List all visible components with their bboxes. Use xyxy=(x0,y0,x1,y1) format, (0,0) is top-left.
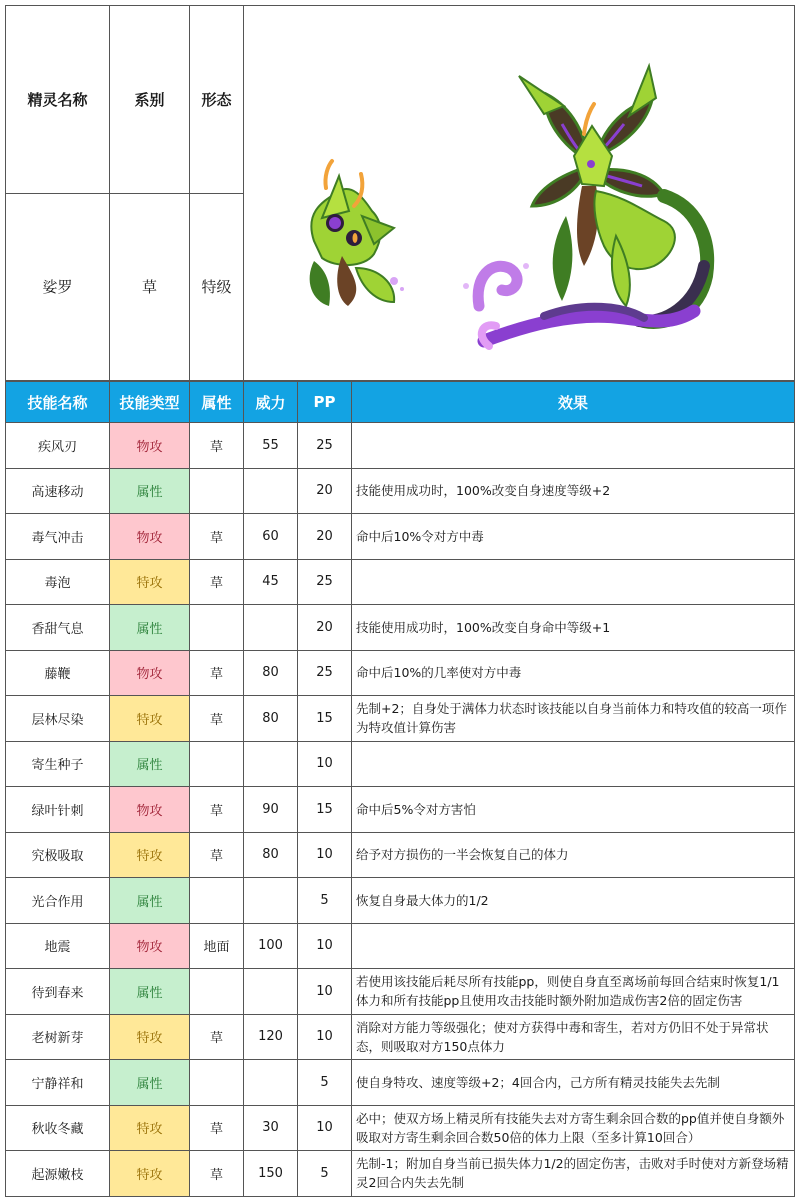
spirit-artwork xyxy=(244,6,795,381)
skill-type-badge: 属性 xyxy=(110,969,190,1015)
skill-effect: 恢复自身最大体力的1/2 xyxy=(352,878,795,924)
skill-element: 草 xyxy=(190,1151,244,1197)
skill-effect: 消除对方能力等级强化；使对方获得中毒和寄生，若对方仍旧不处于异常状态，则吸取对方150点体力 xyxy=(352,1014,795,1060)
header-spirit-name: 精灵名称 xyxy=(6,6,110,194)
skill-row xyxy=(6,1151,795,1197)
col-element: 属性 xyxy=(190,382,244,423)
skill-element xyxy=(190,468,244,514)
skill-type-badge: 物攻 xyxy=(110,423,190,469)
skill-pp: 10 xyxy=(298,923,352,969)
skill-row xyxy=(6,787,795,833)
skill-pp: 20 xyxy=(298,514,352,560)
skill-power: 45 xyxy=(244,559,298,605)
skill-element xyxy=(190,741,244,787)
skill-name: 高速移动 xyxy=(6,468,110,514)
skill-effect: 若使用该技能后耗尽所有技能pp，则使自身直至离场前每回合结束时恢复1/1体力和所有技能pp且使用攻击技能时额外附加造成伤害2倍的固定伤害 xyxy=(352,969,795,1015)
skill-row xyxy=(6,923,795,969)
skill-element xyxy=(190,1060,244,1106)
skill-power: 80 xyxy=(244,832,298,878)
skill-effect: 命中后10%令对方中毒 xyxy=(352,514,795,560)
skill-row xyxy=(6,969,795,1015)
skills-table xyxy=(5,381,795,1197)
skill-name: 绿叶针刺 xyxy=(6,787,110,833)
skill-pp: 25 xyxy=(298,559,352,605)
skill-power: 80 xyxy=(244,696,298,742)
spirit-series-value: 草 xyxy=(110,193,190,381)
skill-power: 55 xyxy=(244,423,298,469)
skill-effect: 必中；使双方场上精灵所有技能失去对方寄生剩余回合数的pp值并使自身额外吸取对方寄生剩余回合数50倍的体力上限（至多计算10回合） xyxy=(352,1105,795,1151)
skill-type-badge: 物攻 xyxy=(110,787,190,833)
skill-type-badge: 属性 xyxy=(110,1060,190,1106)
skill-name: 秋收冬藏 xyxy=(6,1105,110,1151)
skill-element: 草 xyxy=(190,787,244,833)
col-power: 威力 xyxy=(244,382,298,423)
skill-effect xyxy=(352,741,795,787)
skill-element: 草 xyxy=(190,423,244,469)
skill-row xyxy=(6,832,795,878)
skill-element xyxy=(190,969,244,1015)
skill-row xyxy=(6,1014,795,1060)
skill-power xyxy=(244,468,298,514)
skill-name: 层林尽染 xyxy=(6,696,110,742)
skill-type-badge: 特攻 xyxy=(110,1105,190,1151)
spirit-sheet xyxy=(5,5,795,1197)
skill-element: 地面 xyxy=(190,923,244,969)
skill-element xyxy=(190,878,244,924)
skill-row xyxy=(6,1105,795,1151)
skill-pp: 15 xyxy=(298,696,352,742)
spirit-form-value: 特级 xyxy=(190,193,244,381)
skill-power: 120 xyxy=(244,1014,298,1060)
skill-effect: 技能使用成功时，100%改变自身命中等级+1 xyxy=(352,605,795,651)
skill-row xyxy=(6,514,795,560)
skill-type-badge: 特攻 xyxy=(110,696,190,742)
skill-type-badge: 物攻 xyxy=(110,650,190,696)
skill-name: 起源嫩枝 xyxy=(6,1151,110,1197)
skill-type-badge: 属性 xyxy=(110,605,190,651)
skill-type-badge: 特攻 xyxy=(110,832,190,878)
skill-name: 毒气冲击 xyxy=(6,514,110,560)
spirit-info-table xyxy=(5,5,795,381)
skill-pp: 10 xyxy=(298,1105,352,1151)
skill-name: 藤鞭 xyxy=(6,650,110,696)
skill-type-badge: 属性 xyxy=(110,741,190,787)
skill-effect: 技能使用成功时，100%改变自身速度等级+2 xyxy=(352,468,795,514)
skill-pp: 20 xyxy=(298,468,352,514)
skill-power: 30 xyxy=(244,1105,298,1151)
skill-row xyxy=(6,468,795,514)
header-form: 形态 xyxy=(190,6,244,194)
skill-name: 毒泡 xyxy=(6,559,110,605)
skill-type-badge: 物攻 xyxy=(110,923,190,969)
skill-element: 草 xyxy=(190,1105,244,1151)
skill-power xyxy=(244,741,298,787)
skill-effect xyxy=(352,559,795,605)
skill-type-badge: 特攻 xyxy=(110,1014,190,1060)
skill-name: 疾风刃 xyxy=(6,423,110,469)
col-skill-type: 技能类型 xyxy=(110,382,190,423)
skill-power: 100 xyxy=(244,923,298,969)
skill-effect: 使自身特攻、速度等级+2；4回合内，己方所有精灵技能失去先制 xyxy=(352,1060,795,1106)
skill-element: 草 xyxy=(190,1014,244,1060)
skill-name: 香甜气息 xyxy=(6,605,110,651)
skill-element xyxy=(190,605,244,651)
skill-pp: 25 xyxy=(298,650,352,696)
skill-element: 草 xyxy=(190,696,244,742)
skill-name: 宁静祥和 xyxy=(6,1060,110,1106)
skill-row xyxy=(6,1060,795,1106)
skill-type-badge: 特攻 xyxy=(110,1151,190,1197)
skill-name: 待到春来 xyxy=(6,969,110,1015)
skill-pp: 5 xyxy=(298,878,352,924)
skill-name: 老树新芽 xyxy=(6,1014,110,1060)
skill-power xyxy=(244,1060,298,1106)
col-skill-name: 技能名称 xyxy=(6,382,110,423)
skill-power xyxy=(244,969,298,1015)
col-pp: PP xyxy=(298,382,352,423)
skill-effect: 命中后10%的几率使对方中毒 xyxy=(352,650,795,696)
spirit-name-value: 娑罗 xyxy=(6,193,110,381)
skill-effect xyxy=(352,923,795,969)
skill-effect: 先制+2；自身处于满体力状态时该技能以自身当前体力和特攻值的较高一项作为特攻值计算伤害 xyxy=(352,696,795,742)
skill-effect: 给予对方损伤的一半会恢复自己的体力 xyxy=(352,832,795,878)
skill-power: 60 xyxy=(244,514,298,560)
spirit-evolution-image xyxy=(244,6,795,376)
skill-type-badge: 特攻 xyxy=(110,559,190,605)
skill-power: 80 xyxy=(244,650,298,696)
skill-pp: 5 xyxy=(298,1060,352,1106)
skill-element: 草 xyxy=(190,832,244,878)
skill-pp: 20 xyxy=(298,605,352,651)
skill-row xyxy=(6,650,795,696)
skill-row xyxy=(6,559,795,605)
skill-pp: 10 xyxy=(298,969,352,1015)
skill-pp: 25 xyxy=(298,423,352,469)
skill-type-badge: 属性 xyxy=(110,468,190,514)
col-effect: 效果 xyxy=(352,382,795,423)
evolved-form-sprite xyxy=(463,66,707,346)
skill-row xyxy=(6,696,795,742)
skill-row xyxy=(6,741,795,787)
skill-power xyxy=(244,605,298,651)
header-series: 系别 xyxy=(110,6,190,194)
skill-row xyxy=(6,605,795,651)
skill-pp: 10 xyxy=(298,832,352,878)
skill-pp: 15 xyxy=(298,787,352,833)
skill-type-badge: 物攻 xyxy=(110,514,190,560)
skill-row xyxy=(6,423,795,469)
skills-header-row xyxy=(6,382,795,423)
skill-type-badge: 属性 xyxy=(110,878,190,924)
skill-element: 草 xyxy=(190,559,244,605)
skill-name: 究极吸取 xyxy=(6,832,110,878)
skill-name: 寄生种子 xyxy=(6,741,110,787)
base-form-sprite xyxy=(310,161,404,306)
skill-element: 草 xyxy=(190,514,244,560)
skill-power xyxy=(244,878,298,924)
skill-name: 地震 xyxy=(6,923,110,969)
skill-pp: 10 xyxy=(298,1014,352,1060)
skill-effect: 先制-1；附加自身当前已损失体力1/2的固定伤害，击败对手时使对方新登场精灵2回合内失去先制 xyxy=(352,1151,795,1197)
skill-name: 光合作用 xyxy=(6,878,110,924)
skill-effect: 命中后5%令对方害怕 xyxy=(352,787,795,833)
skill-effect xyxy=(352,423,795,469)
skill-pp: 10 xyxy=(298,741,352,787)
skill-power: 150 xyxy=(244,1151,298,1197)
skill-pp: 5 xyxy=(298,1151,352,1197)
skill-row xyxy=(6,878,795,924)
skill-power: 90 xyxy=(244,787,298,833)
skill-element: 草 xyxy=(190,650,244,696)
